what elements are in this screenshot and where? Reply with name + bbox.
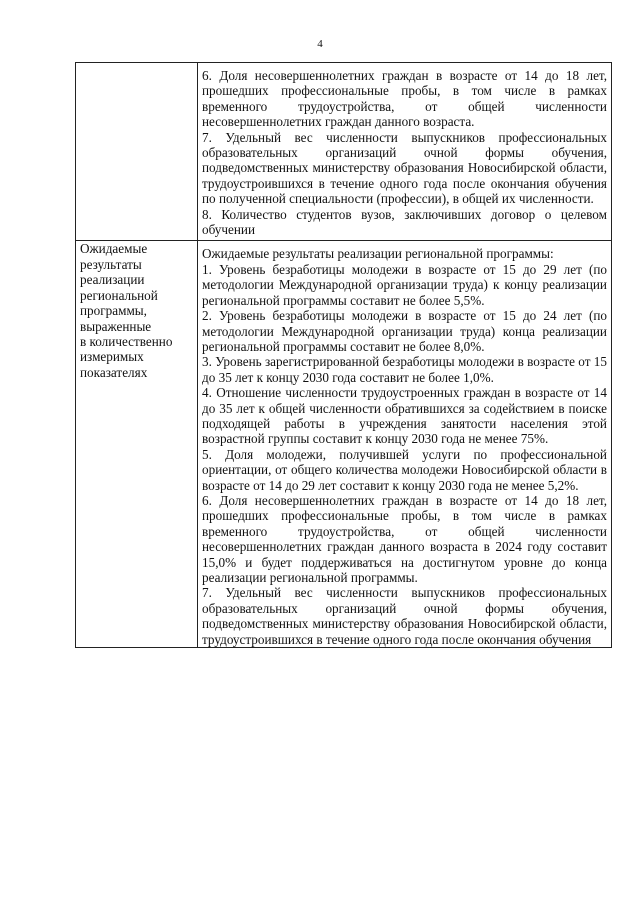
result-item: 4. Отношение численности трудоустроенных граждан в возрасте от 14 до 35 лет к общей численности обратившихся за содействием в поиске подходящей работы в учреждения занятости населения этой возрастной группы составит к концу 2030 года не менее 75%. [202,385,607,447]
results-intro: Ожидаемые результаты реализации региональной программы: [202,246,554,262]
program-passport-table [75,62,612,648]
label-line: результаты [80,256,142,272]
page-number: 4 [317,38,323,50]
result-item: 1. Уровень безработицы молодежи в возрасте от 15 до 29 лет (по методологии Международной организации труда) к концу реализации региональной программы составит не более 5,5%. [202,261,607,308]
result-item: 2. Уровень безработицы молодежи в возрасте от 15 до 24 лет (по методологии Международной организации труда) конца реализации региональной программы составит не более 8,0%. [202,308,607,354]
label-line: выраженные [80,318,152,334]
result-item: 5. Доля молодежи, получившей услуги по профессиональной ориентации, от общего количества молодежи Новосибирской области в возрасте от 14 до 29 лет составит к концу 2030 года не менее 5,2%. [202,446,607,493]
label-line: измеримых [80,349,144,365]
result-item: 3. Уровень зарегистрированной безработицы молодежи в возрасте от 15 до 35 лет к концу 2030 года составит не более 1,0%. [202,354,607,385]
indicators-list-cell [198,63,612,241]
table-row [76,63,612,241]
expected-results-cell [198,241,612,648]
label-line: региональной [80,287,158,303]
result-item: 6. Доля несовершеннолетних граждан в возрасте от 14 до 18 лет, прошедших профессиональные пробы, в том числе в рамках временного трудоустройства, от общей численности несовершеннолетних граждан данного возраста в 2024 году составит 15,0% и будет поддерживаться на достигнутом уровне до конца реализации региональной программы. [202,492,607,585]
indicator-item: 7. Удельный вес численности выпускников профессиональных образовательных организаций очной формы обучения, подведомственных министерству образования Новосибирской области, трудоустроившихся в течение одного года после окончания обучения по полученной специальности (профессии), в общей их численности. [202,129,607,207]
label-line: программы, [80,303,147,319]
label-line: показателях [80,364,148,380]
expected-results-label-cell [76,241,198,648]
label-line: реализации [80,272,145,288]
label-line: Ожидаемые [80,241,148,257]
row-label-cell [76,63,198,241]
indicator-item: 8. Количество студентов вузов, заключивших договор о целевом обучении [202,206,607,238]
label-line: в количественно [80,333,173,349]
indicator-item: 6. Доля несовершеннолетних граждан в возрасте от 14 до 18 лет, прошедших профессиональные пробы, в том числе в рамках временного трудоустройства, от общей численности несовершеннолетних граждан данного возраста. [202,68,607,130]
table-row [76,241,612,648]
result-item: 7. Удельный вес численности выпускников профессиональных образовательных организаций очной формы обучения, подведомственных министерству образования Новосибирской области, трудоустроившихся в течение одного года после окончания обучения [202,585,607,647]
